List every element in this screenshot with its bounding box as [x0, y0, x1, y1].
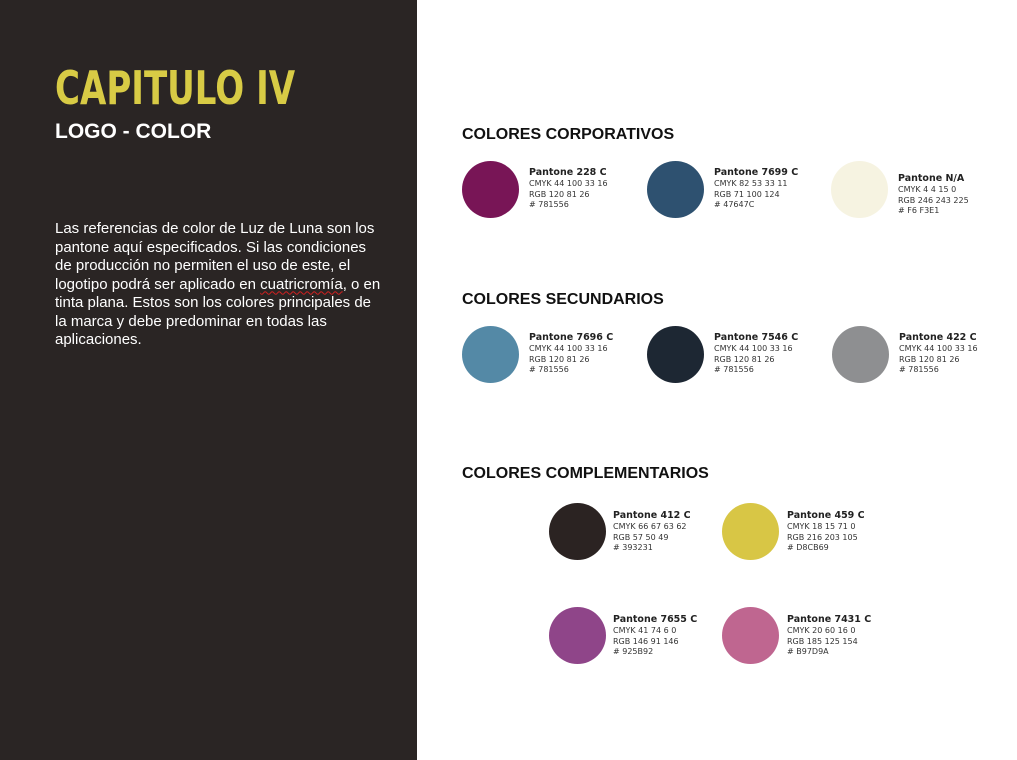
color-circle	[462, 161, 519, 218]
pantone-name: Pantone 228 C	[529, 167, 607, 178]
pantone-name: Pantone 7696 C	[529, 332, 614, 343]
color-circle	[647, 161, 704, 218]
pantone-name: Pantone 7546 C	[714, 332, 799, 343]
rgb-value: RGB 120 81 26	[714, 354, 775, 364]
cmyk-value: CMYK 44 100 33 16	[714, 344, 793, 353]
section-heading-secondary: COLORES SECUNDARIOS	[462, 291, 664, 308]
color-circle	[462, 326, 519, 383]
color-circle	[722, 503, 779, 560]
hex-value: # 925B92	[613, 647, 654, 656]
swatch-info	[529, 167, 659, 211]
swatch-info	[899, 332, 1017, 376]
rgb-value: RGB 146 91 146	[613, 636, 679, 646]
swatch-info	[529, 332, 659, 376]
hex-value: # F6 F3E1	[898, 206, 940, 215]
rgb-value: RGB 120 81 26	[529, 354, 590, 364]
pantone-name: Pantone 412 C	[613, 510, 691, 521]
hex-value: # 781556	[899, 365, 939, 374]
color-circle	[647, 326, 704, 383]
color-circle	[831, 161, 888, 218]
intro-text-underlined-word: cuatricromía	[260, 275, 343, 293]
hex-value: # 781556	[529, 365, 569, 374]
cmyk-value: CMYK 44 100 33 16	[529, 344, 608, 353]
color-circle	[722, 607, 779, 664]
pantone-name: Pantone 459 C	[787, 510, 865, 521]
chapter-title: CAPITULO IV	[55, 61, 296, 115]
cmyk-value: CMYK 20 60 16 0	[787, 626, 856, 635]
cmyk-value: CMYK 4 4 15 0	[898, 185, 957, 194]
pantone-name: Pantone 7699 C	[714, 167, 799, 178]
hex-value: # D8CB69	[787, 543, 829, 552]
hex-value: # 781556	[714, 365, 754, 374]
hex-value: # 393231	[613, 543, 653, 552]
cmyk-value: CMYK 44 100 33 16	[529, 179, 608, 188]
swatch-info	[787, 510, 917, 554]
cmyk-value: CMYK 66 67 63 62	[613, 522, 687, 531]
rgb-value: RGB 120 81 26	[529, 189, 590, 199]
pantone-name: Pantone N/A	[898, 173, 965, 184]
pantone-name: Pantone 7655 C	[613, 614, 698, 625]
intro-text-start: Las referencias de color de Luz de Luna son los pantone aquí especificados. Si las condiciones de producción no permiten el uso de este, el logotipo podrá ser aplicado en	[55, 220, 375, 293]
cmyk-value: CMYK 44 100 33 16	[899, 344, 978, 353]
rgb-value: RGB 57 50 49	[613, 532, 669, 542]
rgb-value: RGB 216 203 105	[787, 532, 858, 542]
rgb-value: RGB 246 243 225	[898, 195, 969, 205]
hex-value: # 47647C	[714, 200, 755, 209]
color-circle	[549, 503, 606, 560]
intro-text-end: , o en tinta plana. Estos son los colores principales de la marca y debe predominar en todas las aplicaciones.	[55, 275, 381, 348]
cmyk-value: CMYK 82 53 33 11	[714, 179, 788, 188]
left-panel	[0, 0, 417, 760]
section-heading-complementary: COLORES COMPLEMENTARIOS	[462, 465, 709, 482]
pantone-name: Pantone 7431 C	[787, 614, 872, 625]
rgb-value: RGB 185 125 154	[787, 636, 858, 646]
swatch-info	[714, 332, 844, 376]
rgb-value: RGB 71 100 124	[714, 189, 780, 199]
swatch-info	[787, 614, 917, 658]
hex-value: # 781556	[529, 200, 569, 209]
color-circle	[549, 607, 606, 664]
hex-value: # B97D9A	[787, 647, 829, 656]
chapter-subtitle: LOGO - COLOR	[55, 120, 212, 143]
color-circle	[832, 326, 889, 383]
cmyk-value: CMYK 41 74 6 0	[613, 626, 677, 635]
cmyk-value: CMYK 18 15 71 0	[787, 522, 856, 531]
swatch-info	[898, 173, 1017, 217]
section-heading-corporate: COLORES CORPORATIVOS	[462, 126, 675, 143]
rgb-value: RGB 120 81 26	[899, 354, 960, 364]
pantone-name: Pantone 422 C	[899, 332, 977, 343]
intro-paragraph	[55, 220, 385, 350]
swatch-info	[714, 167, 844, 211]
